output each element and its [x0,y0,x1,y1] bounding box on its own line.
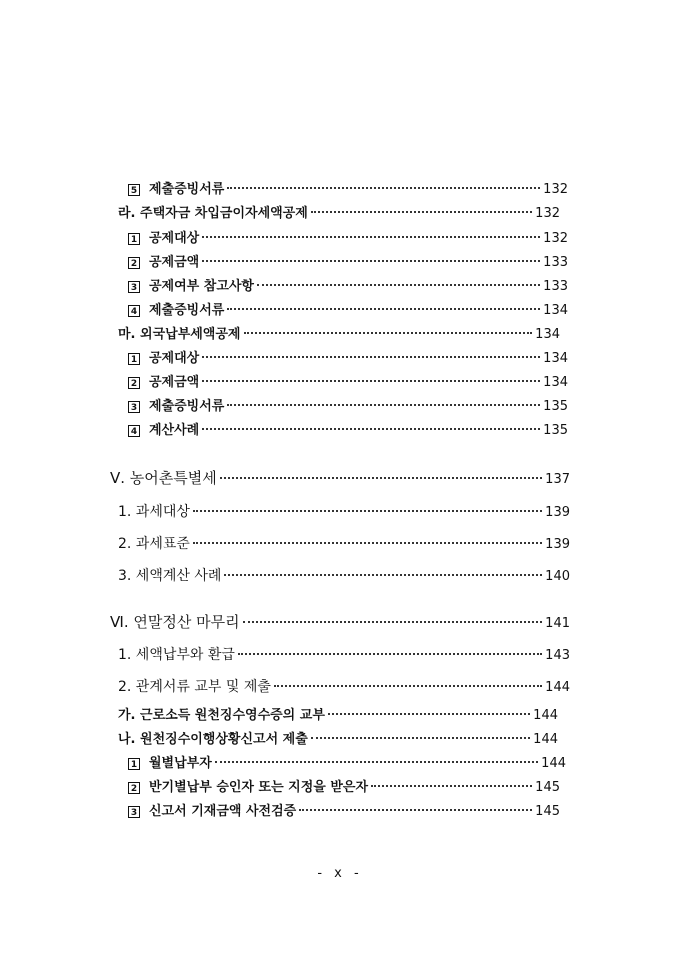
toc-entry-label: 제출증빙서류 [149,399,225,414]
toc-entry-label: 2. 과세표준 [118,536,190,552]
toc-entry[interactable] [118,202,560,221]
dot-leader [193,542,542,544]
box-number-icon: 3 [128,401,140,413]
toc-entry-label: 2. 관계서류 교부 및 제출 [118,679,271,695]
toc-entry-label: 반기별납부 승인자 또는 지정을 받은자 [149,780,369,795]
toc-entry[interactable] [128,347,568,366]
toc-entry[interactable] [128,800,560,819]
toc-entry-page: 135 [543,423,568,438]
toc-entry-page: 137 [545,472,570,487]
toc-entry-page: 135 [543,399,568,414]
dot-leader [224,574,542,576]
dot-leader [311,737,530,739]
dot-leader [328,713,530,715]
toc-entry-label: 월별납부자 [149,756,212,771]
toc-entry-page: 139 [545,537,570,552]
toc-entry[interactable] [118,676,570,696]
toc-chapter-entry[interactable] [110,611,570,632]
dot-leader [202,260,540,262]
box-number-icon: 1 [128,353,140,365]
toc-entry[interactable] [128,371,568,390]
toc-entry[interactable] [128,752,566,771]
dot-leader [202,428,540,430]
box-number-icon: 2 [128,377,140,389]
box-number-icon: 1 [128,233,140,245]
toc-entry-page: 134 [543,375,568,390]
toc-entry-page: 134 [543,351,568,366]
toc-entry-label: Ⅵ. 연말정산 마무리 [110,613,240,631]
toc-entry-page: 143 [545,648,570,663]
toc-entry-label: 신고서 기재금액 사전검증 [149,804,297,819]
toc-entry[interactable] [118,565,570,585]
box-number-icon: 1 [128,758,140,770]
toc-entry-label: 1. 과세대상 [118,504,190,520]
dot-leader [227,187,540,189]
box-number-icon: 5 [128,184,140,196]
toc-entry-page: 144 [533,708,558,723]
toc-entry-label: 공제금액 [149,375,200,390]
toc-entry[interactable] [128,776,560,795]
toc-entry-label: 마. 외국납부세액공제 [118,327,241,342]
toc-entry[interactable] [128,227,568,246]
toc-entry[interactable] [118,533,570,553]
toc-chapter-entry[interactable] [110,467,570,488]
dot-leader [220,477,542,479]
toc-entry-label: 공제대상 [149,351,200,366]
toc-entry-label: 공제대상 [149,231,200,246]
dot-leader [193,510,542,512]
toc-entry-page: 145 [535,804,560,819]
toc-entry-label: 가. 근로소득 원천징수영수증의 교부 [118,708,325,723]
dot-leader [274,685,542,687]
box-number-icon: 4 [128,305,140,317]
dot-leader [238,653,542,655]
toc-entry-page: 132 [543,182,568,197]
box-number-icon: 4 [128,425,140,437]
toc-entry[interactable] [118,501,570,521]
toc-entry-page: 145 [535,780,560,795]
toc-entry-page: 139 [545,505,570,520]
toc-entry[interactable] [128,419,568,438]
toc-entry-label: 공제금액 [149,255,200,270]
toc-entry-page: 132 [535,206,560,221]
page-number: - x - [317,866,363,881]
toc-entry[interactable] [118,644,570,664]
box-number-icon: 2 [128,257,140,269]
dot-leader [311,211,532,213]
toc-entry[interactable] [128,275,568,294]
toc-entry-page: 133 [543,279,568,294]
dot-leader [202,236,540,238]
toc-entry-label: 나. 원천징수이행상황신고서 제출 [118,732,308,747]
toc-entry-page: 132 [543,231,568,246]
toc-entry-page: 144 [533,732,558,747]
toc-entry-label: 제출증빙서류 [149,182,225,197]
dot-leader [244,332,533,334]
dot-leader [202,380,540,382]
dot-leader [227,404,540,406]
toc-entry[interactable] [128,395,568,414]
toc-entry-label: Ⅴ. 농어촌특별세 [110,469,217,487]
toc-entry[interactable] [128,251,568,270]
dot-leader [202,356,540,358]
toc-entry-page: 133 [543,255,568,270]
toc-entry[interactable] [128,299,568,318]
dot-leader [215,761,538,763]
toc-entry[interactable] [128,178,568,197]
toc-entry-label: 3. 세액계산 사례 [118,568,222,584]
toc-entry[interactable] [118,728,558,747]
toc-entry-label: 라. 주택자금 차입금이자세액공제 [118,206,308,221]
box-number-icon: 3 [128,281,140,293]
box-number-icon: 2 [128,782,140,794]
dot-leader [257,284,540,286]
toc-entry-label: 1. 세액납부와 환급 [118,647,235,663]
toc-entry-label: 공제여부 참고사항 [149,279,254,294]
box-number-icon: 3 [128,806,140,818]
toc-entry-label: 제출증빙서류 [149,303,225,318]
dot-leader [243,621,543,623]
toc-entry[interactable] [118,323,560,342]
toc-entry-page: 144 [541,756,566,771]
toc-entry-page: 141 [545,616,570,631]
dot-leader [371,785,532,787]
toc-entry-page: 140 [545,569,570,584]
toc-entry-page: 134 [543,303,568,318]
dot-leader [299,809,532,811]
toc-entry-label: 계산사례 [149,423,200,438]
dot-leader [227,308,540,310]
toc-entry[interactable] [118,704,558,723]
toc-entry-page: 134 [535,327,560,342]
toc-entry-page: 144 [545,680,570,695]
